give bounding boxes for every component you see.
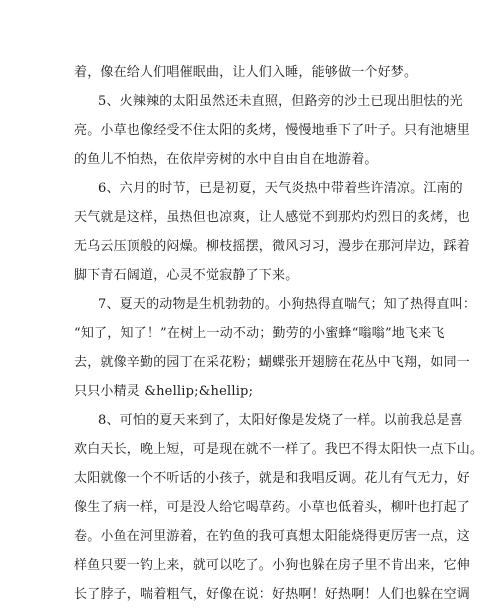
paragraph-7	[74, 290, 477, 406]
paragraph-continuation	[74, 58, 436, 87]
text-line: 样鱼只要一钓上来，就可以吃了。小狗也躲在房子里不肯出来，它伸	[74, 558, 471, 573]
text-line: 天气就是这样，虽热但也凉爽，让人感觉不到那灼灼烈日的炙烤，也	[74, 210, 471, 225]
paragraph-5	[74, 87, 471, 174]
text-line: 太阳就像一个不听话的小孩子，就是和我唱反调。花儿有气无力，好	[74, 471, 471, 486]
text-line: 去，就像辛勤的园丁在采花粉；蝴蝶张开翅膀在花丛中飞翔，如同一	[74, 355, 471, 370]
text-line: 7、夏天的动物是生机勃勃的。小狗热得直喘气；知了热得直叫：	[98, 297, 477, 312]
text-line: 6、六月的时节，已是初夏，天气炎热中带着些许清凉。江南的	[98, 181, 463, 196]
text-line: 8、可怕的夏天来到了，太阳好像是发烧了一样。以前我总是喜	[98, 413, 463, 428]
text-line: 像生了病一样，可是没人给它喝草药。小草也低着头，柳叶也打起了	[74, 500, 471, 515]
text-line: 无乌云压顶般的闷燥。柳枝摇摆，微风习习，漫步在那河岸边，踩着	[74, 239, 471, 254]
text-line: 卷。小鱼在河里游着，在钓鱼的我可真想太阳能烧得更厉害一点，这	[74, 529, 471, 544]
document-page	[74, 58, 484, 609]
text-line: 亮。小草也像经受不住太阳的炙烤，慢慢地垂下了叶子。只有池塘里	[74, 123, 471, 138]
text-line: 只只小精灵 &hellip;&hellip;	[74, 384, 254, 399]
text-line: 5、火辣辣的太阳虽然还未直照，但路旁的沙土已现出胆怯的光	[98, 94, 463, 109]
text-line: 的鱼儿不怕热，在依岸旁树的水中自由自在地游着。	[74, 152, 378, 167]
text-line: 脚下青石阔道，心灵不觉寂静了下来。	[74, 268, 299, 283]
text-line: 着，像在给人们唱催眠曲，让人们入睡，能够做一个好梦。	[74, 65, 418, 80]
text-line: 长了脖子，喘着粗气，好像在说：好热啊！好热啊！人们也躲在空调	[74, 587, 471, 602]
paragraph-6	[74, 174, 471, 290]
text-line: “知了，知了！”在树上一动不动；勤劳的小蜜蜂“嗡嗡”地飞来飞	[74, 326, 445, 341]
text-line: 欢白天长，晚上短，可是现在就不一样了。我巴不得太阳快一点下山。	[74, 442, 484, 457]
paragraph-8	[74, 406, 484, 609]
